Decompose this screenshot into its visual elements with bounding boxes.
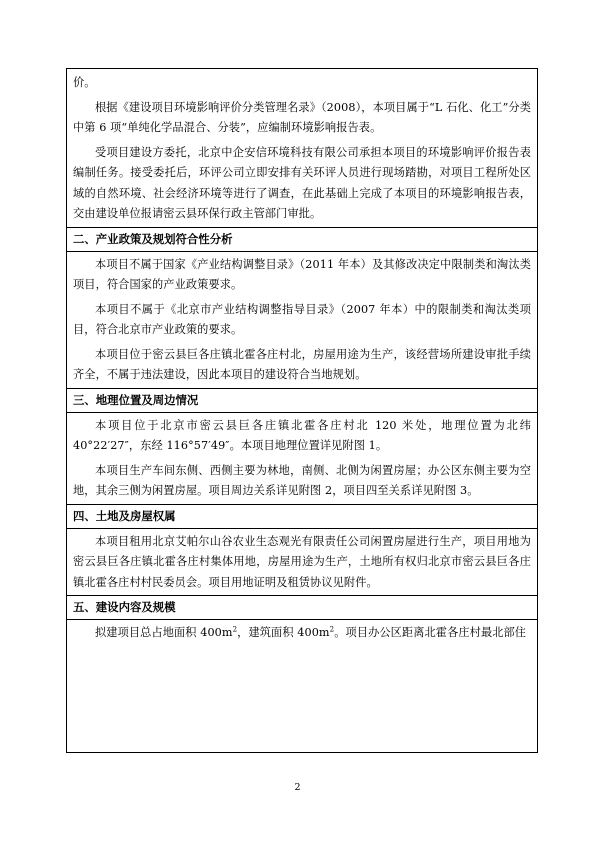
paragraph: 本项目租用北京艾帕尔山谷农业生态观光有限责任公司闲置房屋进行生产，项目用地为密云县巨各庄镇北霍各庄村集体用地，房屋用途为生产，土地所有权归北京市密云县巨各庄镇北霍各庄村村民委员会。项目用地证明及租赁协议见附件。 [73, 534, 531, 589]
paragraph: 本项目位于北京市密云县巨各庄镇北霍各庄村北 120 米处，地理位置为北纬 40°22′27″，东经 116°57′49″。本项目地理位置详见附图 1。 [73, 418, 531, 452]
superscript: 2 [232, 625, 238, 634]
section-header-construction [67, 595, 537, 620]
text-run: 拟建项目总占地面积 400m [95, 626, 233, 639]
section-title: 二、产业政策及规划符合性分析 [73, 231, 233, 246]
page-number: 2 [294, 782, 301, 793]
paragraph: 本项目不属于《北京市产业结构调整指导目录》（2007 年本）中的限制类和淘汰类项目，符合北京市产业政策的要求。 [73, 302, 531, 336]
section-header-land-ownership [67, 504, 537, 529]
text-run: ，建筑面积 400m [237, 626, 330, 639]
paragraph: 受项目建设方委托，北京中企安信环境科技有限公司承担本项目的环境影响评价报告表编制任务。接受委托后，环评公司立即安排有关环评人员进行现场踏勘，对项目工程所处区域的自然环境、社会经济环境等进行了调查，在此基础上完成了本项目的环境影响报告表，交由建设单位报请密云县环保行政主管部门审批。 [73, 145, 531, 220]
paragraph: 本项目不属于国家《产业结构调整目录》（2011 年本）及其修改决定中限制类和淘汰类项目，符合国家的产业政策要求。 [73, 257, 531, 291]
paragraph-construction-scale [73, 623, 531, 644]
paragraph: 根据《建设项目环境影响评价分类管理名录》（2008），本项目属于“L 石化、化工”分类中第 6 项“单纯化学品混合、分装”，应编制环境影响报告表。 [73, 100, 531, 134]
paragraph: 本项目生产车间东侧、西侧主要为林地，南侧、北侧为闲置房屋；办公区东侧主要为空地，其余三侧为闲置房屋。项目周边关系详见附图 2，项目四至关系详见附图 3。 [73, 463, 531, 497]
section-title: 五、建设内容及规模 [73, 600, 176, 614]
paragraph: 价。 [73, 76, 96, 89]
section-header-location [67, 388, 537, 413]
section-header-industry-policy [67, 227, 537, 252]
section-title: 三、地理位置及周边情况 [73, 392, 199, 407]
section-title: 四、土地及房屋权属 [73, 508, 176, 523]
text-run: 。项目办公区距离北霍各庄村最北部住 [334, 626, 527, 639]
superscript: 2 [329, 625, 335, 634]
document-content [67, 69, 537, 644]
paragraph: 本项目位于密云县巨各庄镇北霍各庄村北，房屋用途为生产，该经营场所建设审批手续齐全，不属于违法建设，因此本项目的建设符合当地规划。 [73, 347, 531, 381]
document-frame [66, 68, 538, 753]
